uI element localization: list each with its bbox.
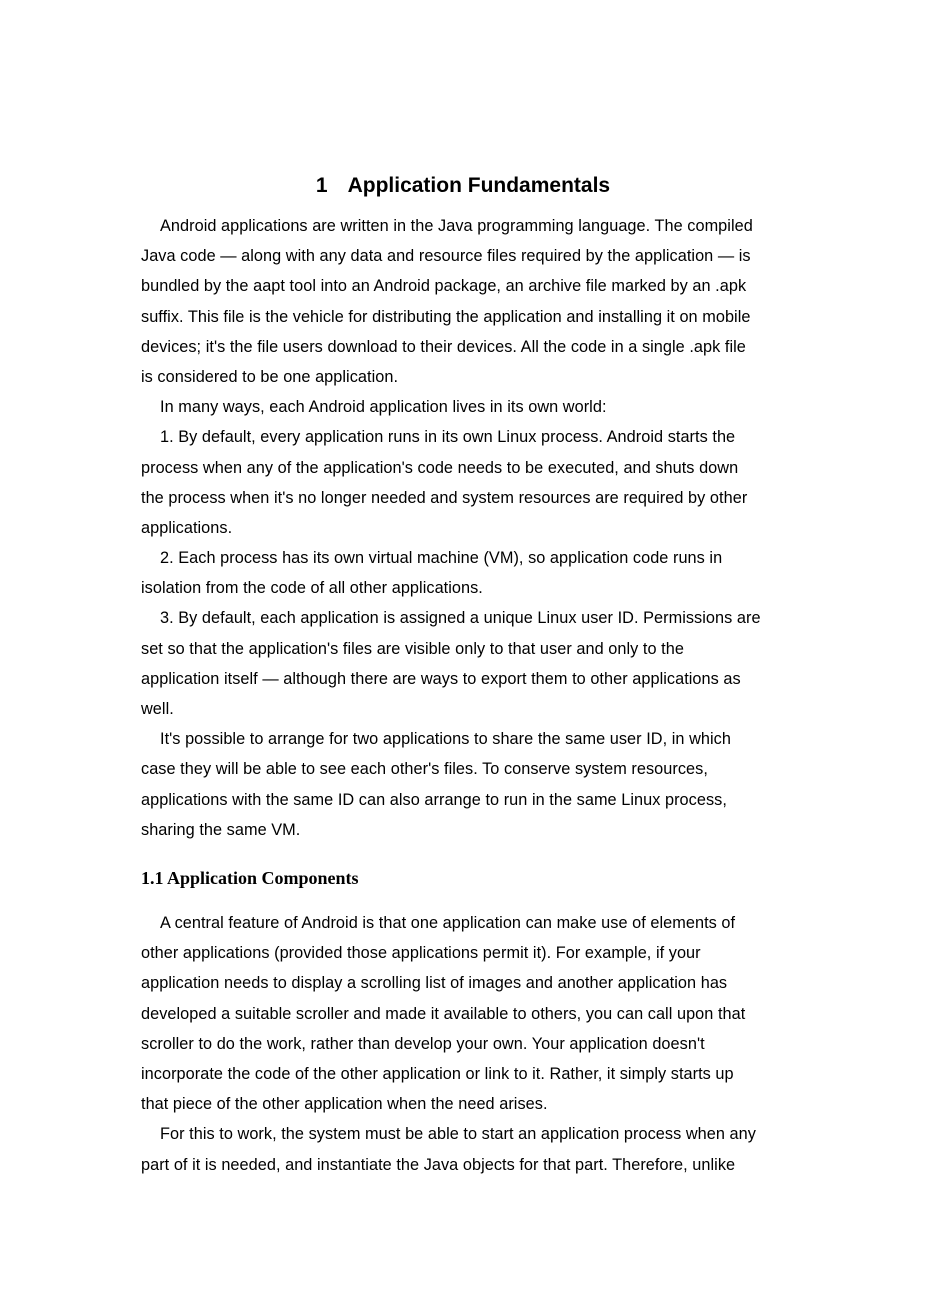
paragraph-line: scroller to do the work, rather than develop your own. Your application doesn't	[141, 1034, 705, 1053]
subsection-heading: 1.1 Application Components	[141, 868, 359, 888]
list-item-line: set so that the application's files are visible only to that user and only to the	[141, 639, 684, 658]
paragraph-line: other applications (provided those applications permit it). For example, if your	[141, 944, 701, 963]
paragraph-line: bundled by the aapt tool into an Android package, an archive file marked by an .apk	[141, 277, 747, 296]
paragraph-line: devices; it's the file users download to their devices. All the code in a single .apk file	[141, 337, 746, 356]
list-item-line: isolation from the code of all other applications.	[141, 579, 483, 598]
paragraph-line: A central feature of Android is that one application can make use of elements of	[160, 914, 736, 932]
paragraph-line: applications with the same ID can also arrange to run in the same Linux process,	[141, 790, 727, 809]
list-item-line: applications.	[141, 518, 233, 537]
paragraph-line: Android applications are written in the Java programming language. The compiled	[160, 217, 753, 235]
paragraph-line: It's possible to arrange for two applications to share the same user ID, in which	[160, 730, 731, 749]
paragraph-line: developed a suitable scroller and made it available to others, you can call upon that	[141, 1004, 746, 1023]
list-item-line: well.	[141, 700, 174, 718]
paragraph-line: application needs to display a scrolling list of images and another application has	[141, 974, 728, 993]
chapter-title: Application Fundamentals	[347, 174, 611, 197]
paragraph-line: case they will be able to see each other's files. To conserve system resources,	[141, 760, 708, 779]
chapter-number: 1	[315, 174, 328, 197]
list-item-line: 3. By default, each application is assigned a unique Linux user ID. Permissions are	[160, 609, 761, 628]
list-item-line: process when any of the application's code needs to be executed, and shuts down	[141, 458, 739, 477]
paragraph-line: that piece of the other application when the need arises.	[141, 1095, 548, 1114]
list-item-line: application itself — although there are ways to export them to other applications as	[141, 669, 741, 688]
components-body	[141, 908, 791, 1180]
paragraph-line: incorporate the code of the other application or link to it. Rather, it simply starts up	[141, 1064, 734, 1083]
list-item-line: 2. Each process has its own virtual machine (VM), so application code runs in	[160, 549, 723, 568]
paragraph-line: suffix. This file is the vehicle for distributing the application and installing it on mobile	[141, 307, 751, 326]
paragraph-line: For this to work, the system must be able to start an application process when any	[160, 1125, 756, 1144]
paragraph-line: is considered to be one application.	[141, 367, 399, 386]
paragraph-line: sharing the same VM.	[141, 820, 301, 839]
chapter-heading	[0, 170, 926, 202]
paragraph-line: In many ways, each Android application lives in its own world:	[160, 398, 607, 417]
paragraph-line: Java code — along with any data and resource files required by the application — is	[141, 247, 751, 266]
list-item-line: the process when it's no longer needed and system resources are required by other	[141, 488, 748, 507]
intro-body	[141, 211, 791, 845]
list-item-line: 1. By default, every application runs in its own Linux process. Android starts the	[160, 428, 736, 447]
paragraph-line: part of it is needed, and instantiate the Java objects for that part. Therefore, unlike	[141, 1155, 736, 1174]
